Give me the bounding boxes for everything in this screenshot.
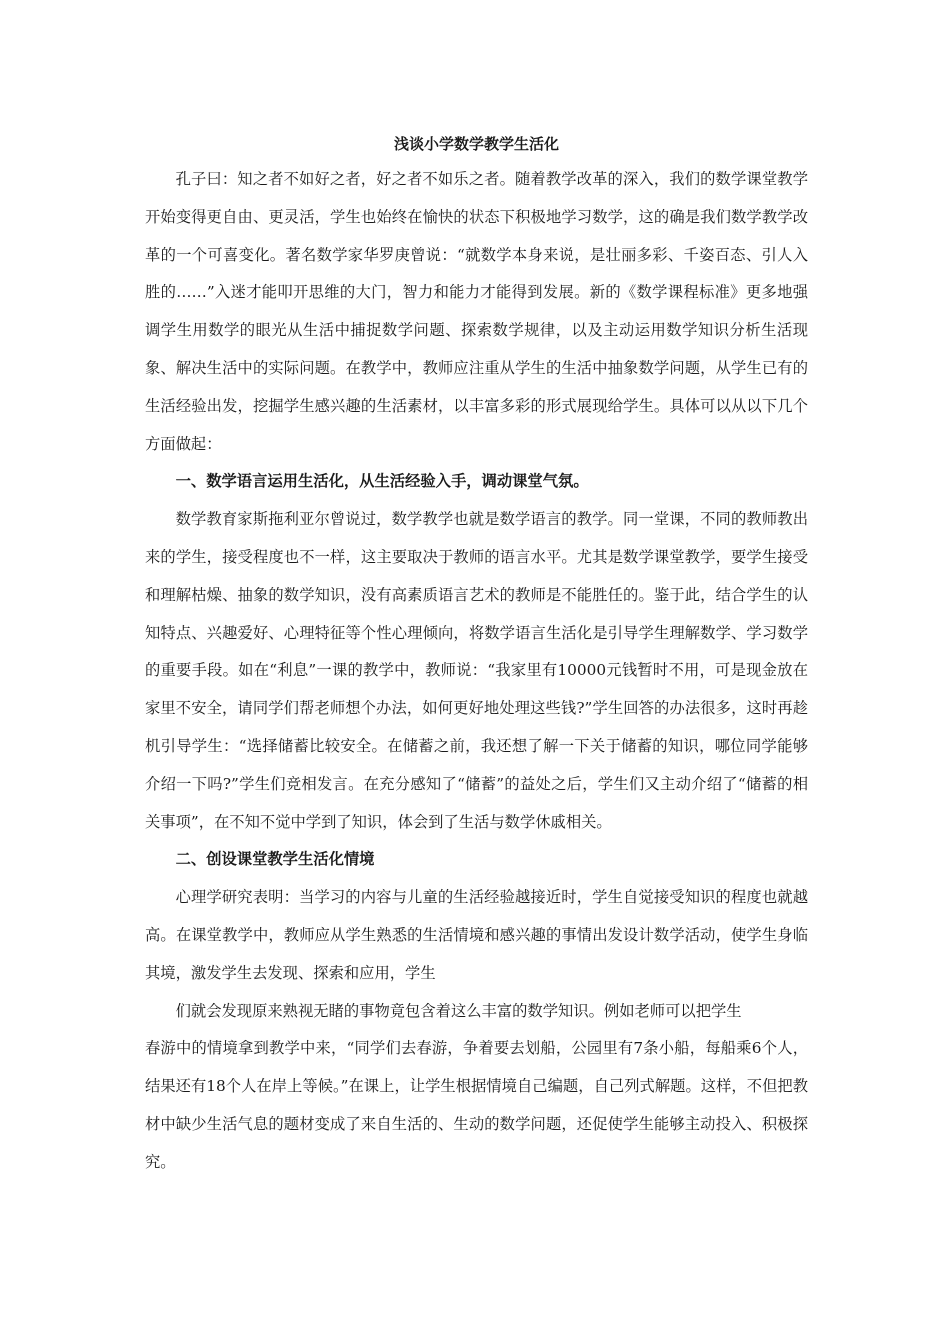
document-title: 浅谈小学数学教学生活化: [393, 135, 559, 153]
section-2-paragraph-part1: 心理学研究表明：当学习的内容与儿童的生活经验越接近时，学生自觉接受知识的程度也就越高。在课堂教学中，教师应从学生熟悉的生活情境和感兴趣的事情出发设计数学活动，使学生身临其境，激发学生去发现、探索和应用，学生: [145, 888, 808, 982]
intro-paragraph: 孔子曰：知之者不如好之者，好之者不如乐之者。随着教学改革的深入，我们的数学课堂教学开始变得更自由、更灵活，学生也始终在愉快的状态下积极地学习数学，这的确是我们数学教学改革的一个可喜变化。著名数学家华罗庚曾说：“就数学本身来说，是壮丽多彩、千姿百态、引人入胜的……”入迷才能叩开思维的大门，智力和能力才能得到发展。新的《数学课程标准》更多地强调学生用数学的眼光从生活中捕捉数学问题、探索数学规律，以及主动运用数学知识分析生活现象、解决生活中的实际问题。在教学中，教师应注重从学生的生活中抽象数学问题，从学生已有的生活经验出发，挖掘学生感兴趣的生活素材，以丰富多彩的形式展现给学生。具体可以从以下几个方面做起：: [145, 170, 808, 453]
section-1-paragraph: 数学教育家斯拖利亚尔曾说过，数学教学也就是数学语言的教学。同一堂课，不同的教师教出来的学生，接受程度也不一样，这主要取决于教师的语言水平。尤其是数学课堂教学，要学生接受和理解枯燥、抽象的数学知识，没有高素质语言艺术的教师是不能胜任的。鉴于此，结合学生的认知特点、兴趣爱好、心理特征等个性心理倾向，将数学语言生活化是引导学生理解数学、学习数学的重要手段。如在“利息”一课的教学中，教师说：“我家里有10000元钱暂时不用，可是现金放在家里不安全，请同学们帮老师想个办法，如何更好地处理这些钱?”学生回答的办法很多，这时再趁机引导学生：“选择储蓄比较安全。在储蓄之前，我还想了解一下关于储蓄的知识，哪位同学能够介绍一下吗?”学生们竞相发言。在充分感知了“储蓄”的益处之后，学生们又主动介绍了“储蓄的相关事项”，在不知不觉中学到了知识，体会到了生活与数学休戚相关。: [145, 510, 808, 831]
document-page: [145, 128, 808, 1182]
section-2-paragraph-part2-line1: 们就会发现原来熟视无睹的事物竟包含着这么丰富的数学知识。例如老师可以把学生: [175, 1001, 742, 1020]
section-1-heading: 一、数学语言运用生活化，从生活经验入手，调动课堂气氛。: [175, 472, 589, 491]
section-2-paragraph-part2-rest: 春游中的情境拿到教学中来，“同学们去春游，争着要去划船，公园里有7条小船，每船乘6个人，结果还有18个人在岸上等候。”在课上，让学生根据情境自己编题，自己列式解题。这样，不但把教材中缺少生活气息的题材变成了来自生活的、生动的数学问题，还促使学生能够主动投入、积极探究。: [145, 1039, 808, 1171]
section-2-heading: 二、创设课堂教学生活化情境: [175, 850, 375, 869]
